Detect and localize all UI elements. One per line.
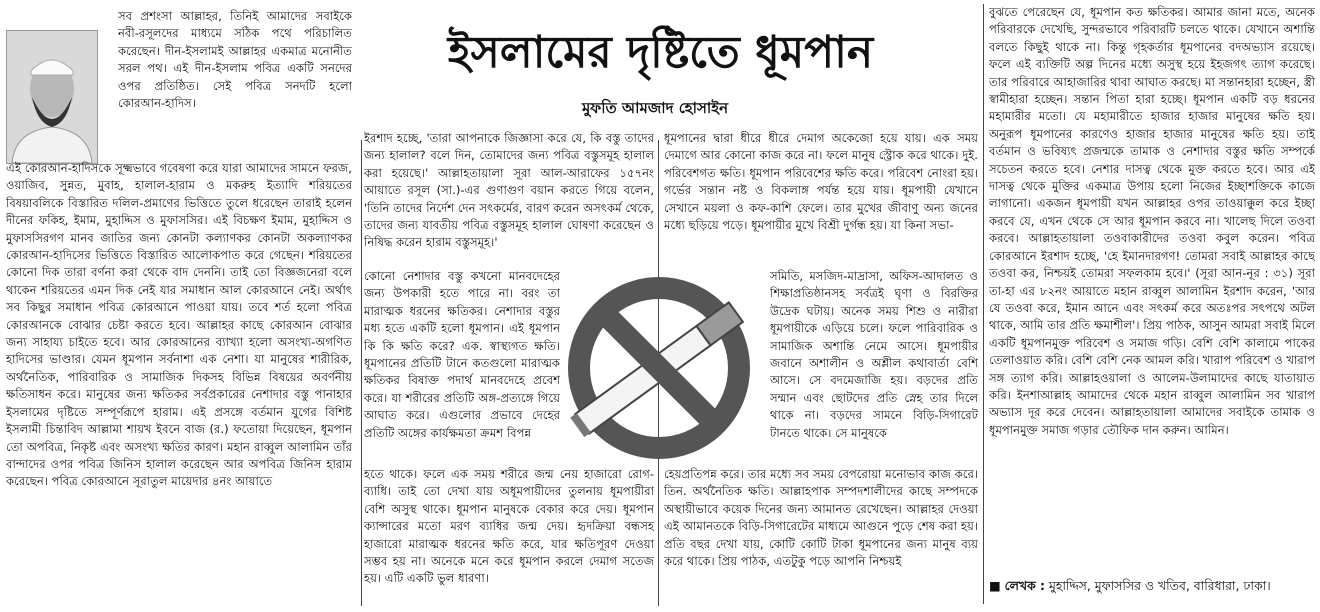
no-smoking-icon [556, 268, 762, 472]
col2-mid-text: কোনো নেশাদার বস্তু কখনো মানবদেহের জন্য উপকারী হতে পারে না। বরং তা মারাত্মক ধরনের ক্ষতিকর। নেশাদার বস্তুর মধ্য হতে একটি হলো ধূমপান। এই ধূমপান কি কি ক্ষতি করে? এক. স্বাস্থ্যগত ক্ষতি। ধূমপানের প্রতিটি টানে কতগুলো মারাত্মক ক্ষতিকর বিষাক্ত পদার্থ মানবদেহে প্রবেশ করে। যা শরীরের প্রতিটি অঙ্গ-প্রত্যঙ্গে গিয়ে আঘাত করে। এগুলোর প্রভাবে দেহের প্রতিটি অঙ্গের কার্যক্ষমতা ক্রমশ বিপন্ন [364, 269, 560, 440]
col3-top-text: ধূমপানের দ্বারা ধীরে ধীরে দেমাগ অকেজো হয়ে যায়। এক সময় দেমাগে আর কোনো কাজ করে না। ফলে মানুষ স্ট্রোক করে থাকে। দুই. পরিবেশগত ক্ষতি। ধূমপান পরিবেশের ক্ষতি করে। পরিবেশ নোংরা হয়। গর্ভের সন্তান নষ্ট ও বিকলাঙ্গ পর্যন্ত হয়ে যায়। ধূমপায়ী যেখানে সেখানে ময়লা ও কফ-কাশি ফেলে। তার মুখের জীবাণু অন্য জনের মধ্যে ছড়িয়ে পড়ে। ধূমপায়ীর মুখে বিশ্রী দুর্গন্ধ হয়। যা কিনা সভা- [664, 131, 978, 233]
footer-text: মুহাদ্দিস, মুফাসসির ও খতিব, বারিধারা, ঢাকা। [1048, 578, 1271, 593]
footer-square-icon: ■ [989, 578, 1005, 593]
col3-bottom-text: হেয়প্রতিপন্ন করে। তার মধ্যে সব সময় বেপরোয়া মনোভাব কাজ করে। তিন. অর্থনৈতিক ক্ষতি। আল্লাহপাক সম্পদশালীদের কাছে সম্পদকে অস্থায়ীভাবে কয়েক দিনের জন্য আমানত রেখেছেন। আল্লাহর দেওয়া এই আমানতকে বিড়ি-সিগারেটের মাধ্যমে আগুনে পুড়ে শেষ করা হয়। প্রতি বছর দেখা যায়, কোটি কোটি টাকা ধূমপানের জন্য মানুষ ব্যয় করে থাকে। প্রিয় পাঠক, এতটুকু পড়ে আপনি নিশ্চয়ই [664, 467, 978, 569]
col1-body-text: এই কোরআন-হাদিসকে সূক্ষ্মভাবে গবেষণা করে যারা আমাদের সামনে ফরজ, ওয়াজিব, সুন্নত, মুবাহ, হালাল-হারাম ও মকরুহ ইত্যাদি শরিয়তের বিষয়াবলিকে বিস্তারিত দলিল-প্রমাণের ভিত্তিতে তুলে ধরেছেন তারাই হলেন দীনের ফকিহ, ইমাম, মুহাদ্দিস ও মুফাসসির। এই বিচক্ষণ ইমাম, মুহাদ্দিস ও মুফাসসিরগণ মানব জাতির জন্য কোনটা কল্যাণকর কোনটা অকল্যাণকর কোরআন-হাদিসের ভিত্তিতে বিস্তারিত আলোকপাত করে গেছেন। শরিয়তের কোনো দিক তারা বর্ণনা করা থেকে বাদ দেননি। তাই তো বিজ্ঞজনেরা বলে থাকেন শরিয়তের এমন দিক নেই যার সমাধান আল কোরআনে নেই। অর্থাৎ সব কিছুর সমাধান পবিত্র কোরআনে পাওয়া যায়। তবে শর্ত হলো পবিত্র কোরআনকে বোঝার চেষ্টা করতে হবে। আল্লাহর কাছে কোরআন বোঝার জন্য সাহায্য চাইতে হবে। আর কোরআনের ব্যাখ্যা হলো অসংখ্য-অগণিত হাদিসের ভাণ্ডার। যেমন ধূমপান সর্বনাশা এক নেশা। যা মানুষের শারীরিক, অর্থনৈতিক, পারিবারিক ও সামাজিক দিকসহ বিভিন্ন বিষয়ের অবর্ণনীয় ক্ষতিসাধন করে। মানুষের জন্য ক্ষতিকর সর্বপ্রকারের নেশাদার বস্তু পানাহার ইসলামের দৃষ্টিতে সম্পূর্ণরূপে হারাম। এই প্রসঙ্গে বর্তমান যুগের বিশিষ্ট ইসলামী চিন্তাবিদ আল্লামা শায়খ ইবনে বাজ (র.) ফতোয়া দিয়েছেন, ধূমপান তো অপবিত্র, নিকৃষ্ট এবং অসংখ্য ক্ষতির কারণ। মহান রাব্বুল আলামিন তাঁর বান্দাদের ওপর পবিত্র জিনিস হালাল করেছেন আর অপবিত্র জিনিস হারাম করেছেন। পবিত্র কোরআনে সূরাতুল মায়েদার ৪নং আয়াতে [6, 161, 352, 489]
column-rule [361, 140, 362, 606]
col3-mid-text: সমিতি, মসজিদ-মাদ্রাসা, অফিস-আদালত ও শিক্ষাপ্রতিষ্ঠানসহ সর্বত্রই ঘৃণা ও বিরক্তির উদ্রেক ঘটায়। অনেক সময় শিশু ও নারীরা ধূমপায়ীকে এড়িয়ে চলে। ফলে পারিবারিক ও সামাজিক অশান্তি নেমে আসে। ধূমপায়ীর জবানে অশালীন ও অশ্লীল কথাবার্তা বেশি আসে। সে বদমেজাজি হয়। বড়দের প্রতি সম্মান এবং ছোটদের প্রতি স্নেহ তার দিলে থাকে না। বড়দের সামনে বিড়ি-সিগারেট টানতে থাকে। সে মানুষকে [770, 269, 978, 440]
footer-label: লেখক : [1004, 578, 1045, 593]
col4-text: বুঝতে পেরেছেন যে, ধূমপান কত ক্ষতিকর। আমার জানা মতে, অনেক পরিবারকে দেখেছি, সুন্দরভাবে পরিবারটি চলতে থাকে। যেখানে অশান্তি বলতে কিছুই থাকে না। কিন্তু গৃহকর্তার ধূমপানের বদঅভ্যাস রয়েছে। ফলে এই ব্যক্তিটি অল্প দিনের মধ্যে অসুস্থ হয়ে ইহজগৎ ত্যাগ করেছে। তার পরিবারে আহাজারির থাবা আঘাত করছে। মা সন্তানহারা হচ্ছেন, স্ত্রী স্বামীহারা হচ্ছেন। সন্তান পিতা হারা হচ্ছে। ধূমপান একটি বড় ধরনের মহামারীর মতো। যে মহামারীতে হাজার হাজার মানুষের ক্ষতি হয়। অনুরূপ ধূমপানের কারণেও হাজার হাজার মানুষের ক্ষতি হয়। তাই বর্তমান ও ভবিষ্যৎ প্রজন্মকে তামাক ও নেশাদার বস্তুর ক্ষতি সম্পর্কে সচেতন করতে হবে। নেশার দাসত্ব থেকে মুক্ত করতে হবে। আর এই দাসত্ব থেকে মুক্তির একমাত্র উপায় হলো নিজের ইচ্ছাশক্তিকে কাজে লাগানো। একজন ধূমপায়ী যখন আল্লাহর ওপর তাওয়াক্কুল করে ইচ্ছা করবে যে, এখন থেকে সে আর ধূমপান করবে না। খালেছ দিলে তওবা করবে। আল্লাহতায়ালা তওবাকারীদের তওবা কবুল করেন। পবিত্র কোরআনে ইরশাদ হচ্ছে, 'হে ইমানদারগণ! তোমরা সবাই আল্লাহর কাছে তওবা কর, নিশ্চয়ই তোমরা সফলকাম হবে।' (সূরা আন-নূর : ৩১) সূরা তা-হা এর ৮২নং আয়াতে মহান রাব্বুল আলামিন ইরশাদ করেন, 'আর যে তওবা করে, ইমান আনে এবং সৎকর্ম করে অতঃপর সৎপথে অটল থাকে, আমি তার প্রতি ক্ষমাশীল'। প্রিয় পাঠক, আসুন আমরা সবাই মিলে একটি ধূমপানমুক্ত পরিবেশ ও সমাজ গড়ি। বেশি বেশি কালামে পাকের তেলাওয়াত করি। বেশি বেশি নেক আমল করি। খারাপ পরিবেশ ও খারাপ সঙ্গ ত্যাগ করি। আল্লাহওয়ালা ও আলেম-উলামাদের কাছে যাতায়াত করি। ইনশাআল্লাহ আমাদের থেকে মহান রাব্বুল আলামিন সব খারাপ অভ্যাস দূর করে দেবেন। আল্লাহতায়ালা আমাদের সবাইকে তামাক ও ধূমপানমুক্ত সমাজ গড়ার তৌফিক দান করুন। আমিন। [989, 5, 1315, 437]
author-photo [6, 30, 98, 164]
article-title: ইসলামের দৃষ্টিতে ধূমপান [447, 27, 874, 78]
col2-top-text: ইরশাদ হচ্ছে, 'তারা আপনাকে জিজ্ঞাসা করে যে, কি বস্তু তাদের জন্য হালাল? বলে দিন, তোমাদের জন্য পবিত্র বস্তুসমূহ হালাল করা হয়েছে।' আল্লাহতায়ালা সূরা আল-আরাফের ১৫৭নং আয়াতে রসূল (সা.)-এর গুণাগুণ বয়ান করতে গিয়ে বলেন, 'তিনি তাদের নির্দেশ দেন সৎকর্মের, বারণ করেন অসৎকর্ম থেকে, তাদের জন্য যাবতীয় পবিত্র বস্তুসমূহ হালাল ঘোষণা করেছেন ও নিষিদ্ধ করেন হারাম বস্তুসমূহ।' [364, 131, 654, 250]
column-rule [983, 4, 984, 604]
author-footer [989, 576, 1315, 600]
col1-intro-text: সব প্রশংসা আল্লাহর, তিনিই আমাদের সবাইকে নবী-রসূলদের মাধ্যমে সঠিক পথে পরিচালিত করেছেন। দীন-ইসলামই আল্লাহর একমাত্র মনোনীত সরল পথ। এই দীন-ইসলাম পবিত্র একটি সনদের ওপর প্রতিষ্ঠিত। সেই পবিত্র সনদটি হলো কোরআন-হাদিস। [118, 9, 352, 111]
article-author: মুফতি আমজাদ হোসাইন [581, 99, 729, 117]
col2-bottom-text: হতে থাকে। ফলে এক সময় শরীরে জন্ম নেয় হাজারো রোগ-ব্যাধি। তাই তো দেখা যায় অধূমপায়ীদের তুলনায় ধূমপায়ীরা বেশি অসুস্থ থাকে। ধূমপান মানুষকে বেকার করে দেয়। ধূমপান ক্যান্সারের মতো মরণ ব্যাধির জন্ম দেয়। হৃদক্রিয়া বন্ধসহ হাজারো মারাত্মক ধরনের ক্ষতি করে, যার ক্ষতিপূরণ দেওয়া সম্ভব হয় না। অনেকে মনে করে ধূমপান করলে দেমাগ সতেজ হয়। এটি একটি ভুল ধারণা। [364, 467, 654, 586]
